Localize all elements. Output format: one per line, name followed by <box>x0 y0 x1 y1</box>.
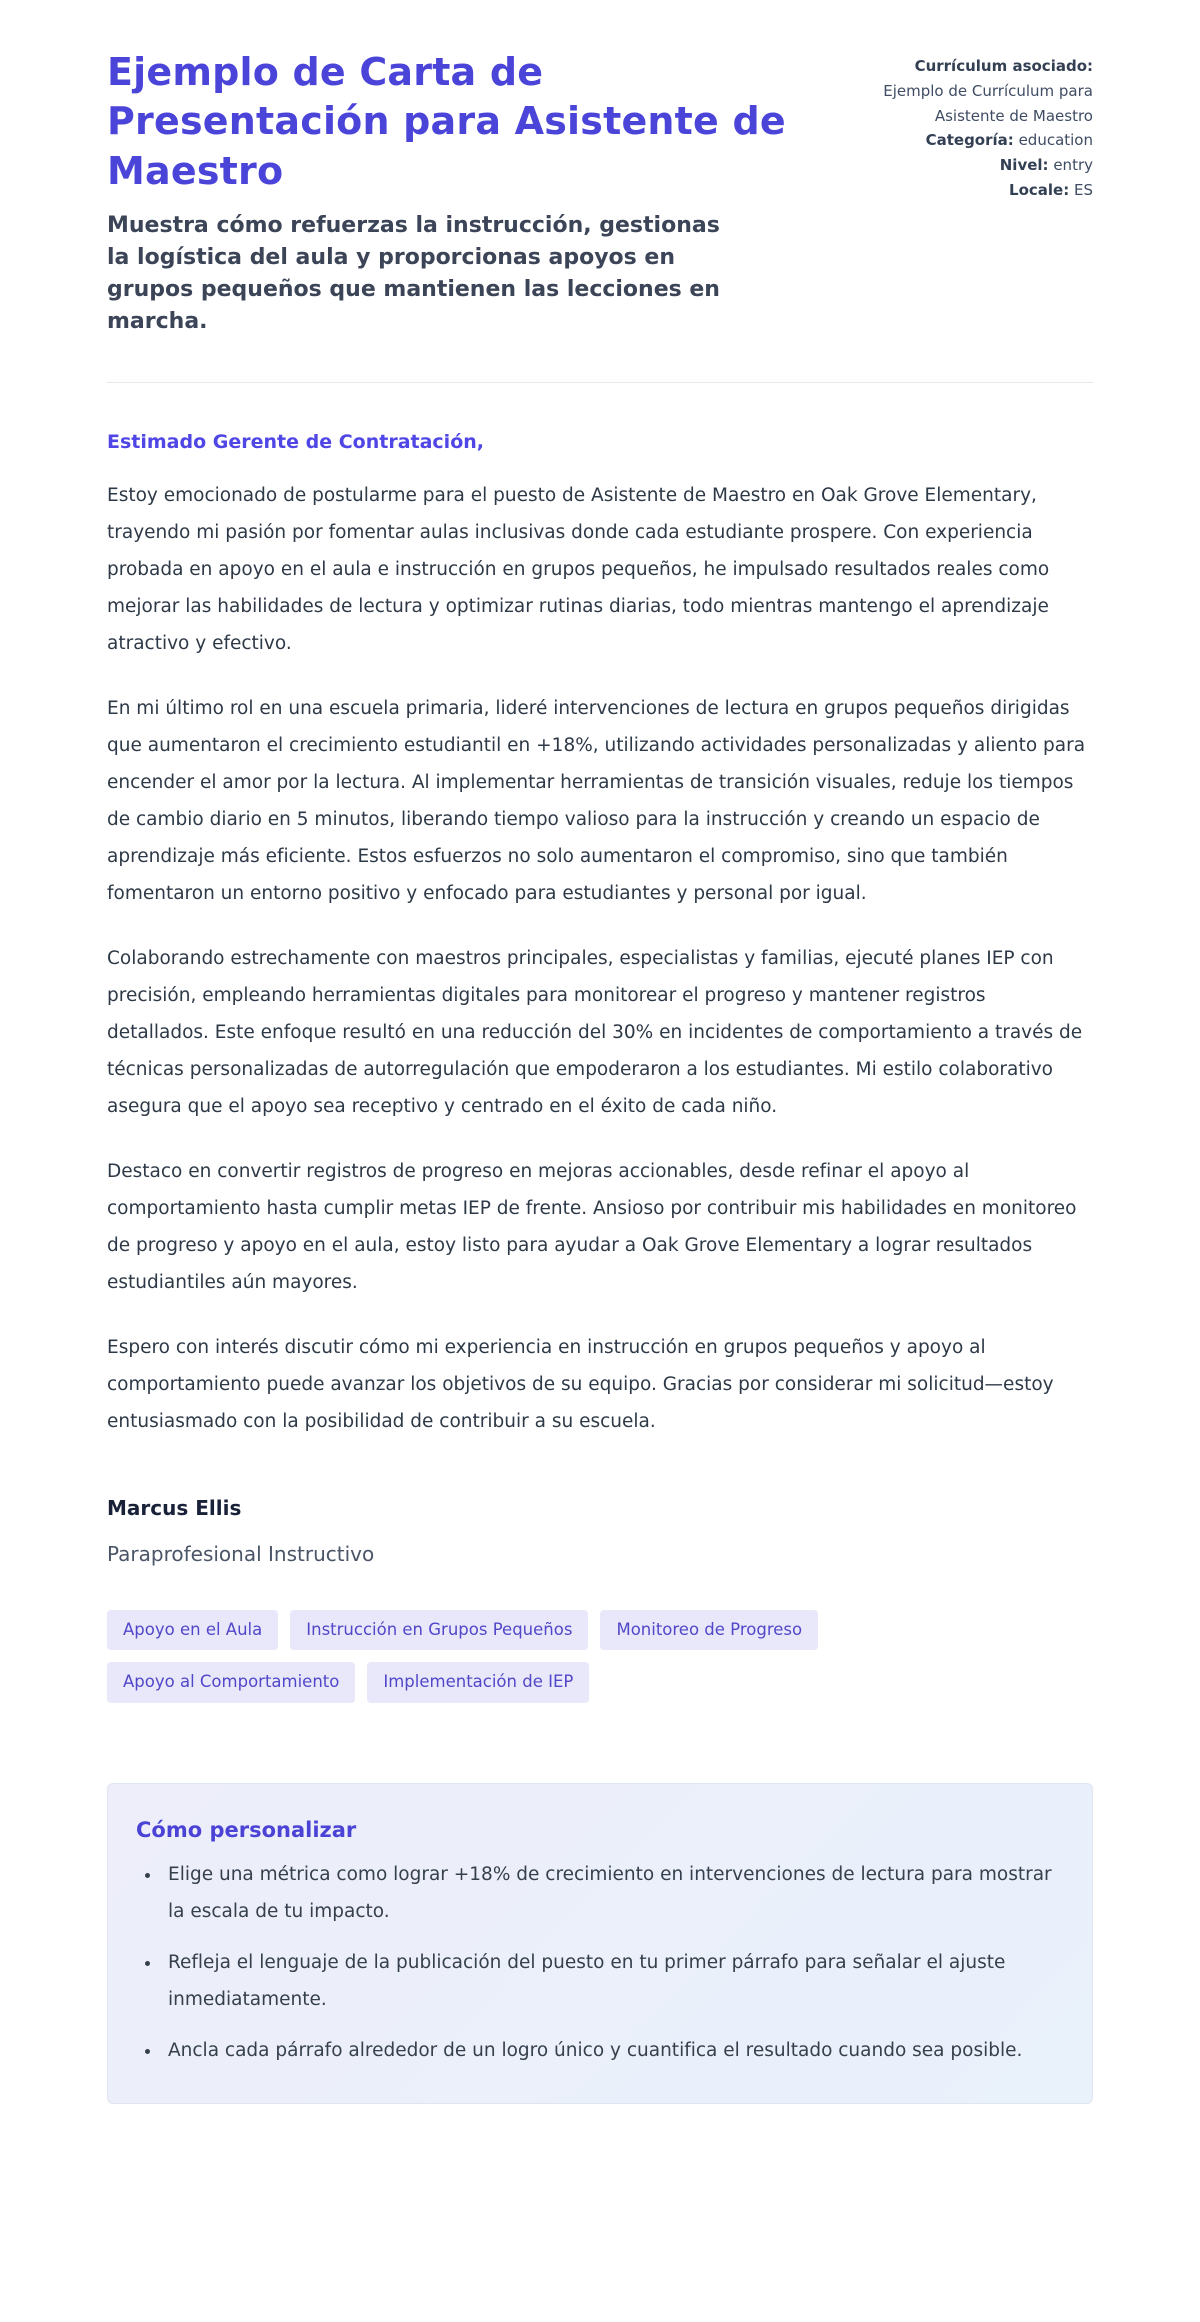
page-subtitle: Muestra cómo refuerzas la instrucción, gestionas la logística del aula y proporcionas apoyos en grupos pequeños que mantienen las lecciones en marcha. <box>107 213 720 334</box>
letter-greeting: Estimado Gerente de Contratación, <box>107 430 484 453</box>
header-divider <box>107 382 1093 383</box>
customize-item: • Refleja el lenguaje de la publicación del puesto en tu primer párrafo para señalar el ajuste inmediatamente. <box>162 1944 1062 2018</box>
skill-tag: Apoyo en el Aula <box>107 1610 278 1651</box>
meta-curriculum-label: Currículum asociado: <box>914 57 1093 75</box>
meta-curriculum-value: Ejemplo de Currículum para Asistente de Maestro <box>883 81 1093 125</box>
meta-level-value: entry <box>1053 156 1093 174</box>
meta-category-label: Categoría: <box>925 131 1014 150</box>
meta-level-label: Nivel: <box>999 156 1049 174</box>
customize-item: • Elige una métrica como lograr +18% de crecimiento en intervenciones de lectura para mostrar la escala de tu impacto. <box>162 1856 1062 1930</box>
meta-panel <box>878 48 1093 203</box>
page-title: Ejemplo de Carta de Presentación para Asistente de Maestro <box>107 50 786 193</box>
signature-role: Paraprofesional Instructivo <box>107 1541 375 1566</box>
customize-item: • Ancla cada párrafo alrededor de un logro único y cuantifica el resultado cuando sea posible. <box>162 2032 1062 2069</box>
letter-paragraph: Espero con interés discutir cómo mi experiencia en instrucción en grupos pequeños y apoyo al comportamiento puede avanzar los objetivos de su equipo. Gracias por considerar mi solicitud—estoy entusiasmado con la posibilidad de contribuir a su escuela. <box>107 1336 1054 1432</box>
customize-list <box>136 1856 1062 2069</box>
skill-tag: Monitoreo de Progreso <box>600 1610 818 1651</box>
signature-name: Marcus Ellis <box>107 1495 242 1520</box>
skill-tags <box>107 1610 867 1703</box>
skill-tag: Implementación de IEP <box>367 1662 589 1703</box>
meta-category-value: education <box>1018 131 1093 150</box>
page-header <box>107 48 1093 338</box>
letter-body <box>107 431 1093 2104</box>
meta-locale-label: Locale: <box>1009 180 1070 199</box>
customize-title: Cómo personalizar <box>136 1817 357 1842</box>
meta-category <box>878 128 1093 153</box>
letter-paragraph: Colaborando estrechamente con maestros principales, especialistas y familias, ejecuté planes IEP con precisión, empleando herramientas digitales para monitorear el progreso y mantener registros detallados. Este enfoque resultó en una reducción del 30% en incidentes de comportamiento a través de técnicas personalizadas de autorregulación que empoderaron a los estudiantes. Mi estilo colaborativo asegura que el apoyo sea receptivo y centrado en el éxito de cada niño. <box>107 947 1083 1117</box>
meta-locale-value: ES <box>1074 180 1093 199</box>
meta-locale <box>878 178 1093 203</box>
letter-paragraph: Estoy emocionado de postularme para el puesto de Asistente de Maestro en Oak Grove Elementary, trayendo mi pasión por fomentar aulas inclusivas donde cada estudiante prospere. Con experiencia probada en apoyo en el aula e instrucción en grupos pequeños, he impulsado resultados reales como mejorar las habilidades de lectura y optimizar rutinas diarias, todo mientras mantengo el aprendizaje atractivo y efectivo. <box>107 484 1050 654</box>
meta-curriculum <box>878 54 1093 128</box>
letter-paragraph: Destaco en convertir registros de progreso en mejoras accionables, desde refinar el apoyo al comportamiento hasta cumplir metas IEP de frente. Ansioso por contribuir mis habilidades en monitoreo de progreso y apoyo en el aula, estoy listo para ayudar a Oak Grove Elementary a lograr resultados estudiantiles aún mayores. <box>107 1160 1077 1293</box>
letter-paragraph: En mi último rol en una escuela primaria, lideré intervenciones de lectura en grupos pequeños dirigidas que aumentaron el crecimiento estudiantil en +18%, utilizando actividades personalizadas y aliento para encender el amor por la lectura. Al implementar herramientas de transición visuales, reduje los tiempos de cambio diario en 5 minutos, liberando tiempo valioso para la instrucción y creando un espacio de aprendizaje más eficiente. Estos esfuerzos no solo aumentaron el compromiso, sino que también fomentaron un entorno positivo y enfocado para estudiantes y personal por igual. <box>107 697 1086 904</box>
header-title-block <box>107 48 807 338</box>
customize-box <box>107 1783 1093 2104</box>
skill-tag: Instrucción en Grupos Pequeños <box>290 1610 588 1651</box>
skill-tag: Apoyo al Comportamiento <box>107 1662 355 1703</box>
meta-level <box>878 153 1093 178</box>
